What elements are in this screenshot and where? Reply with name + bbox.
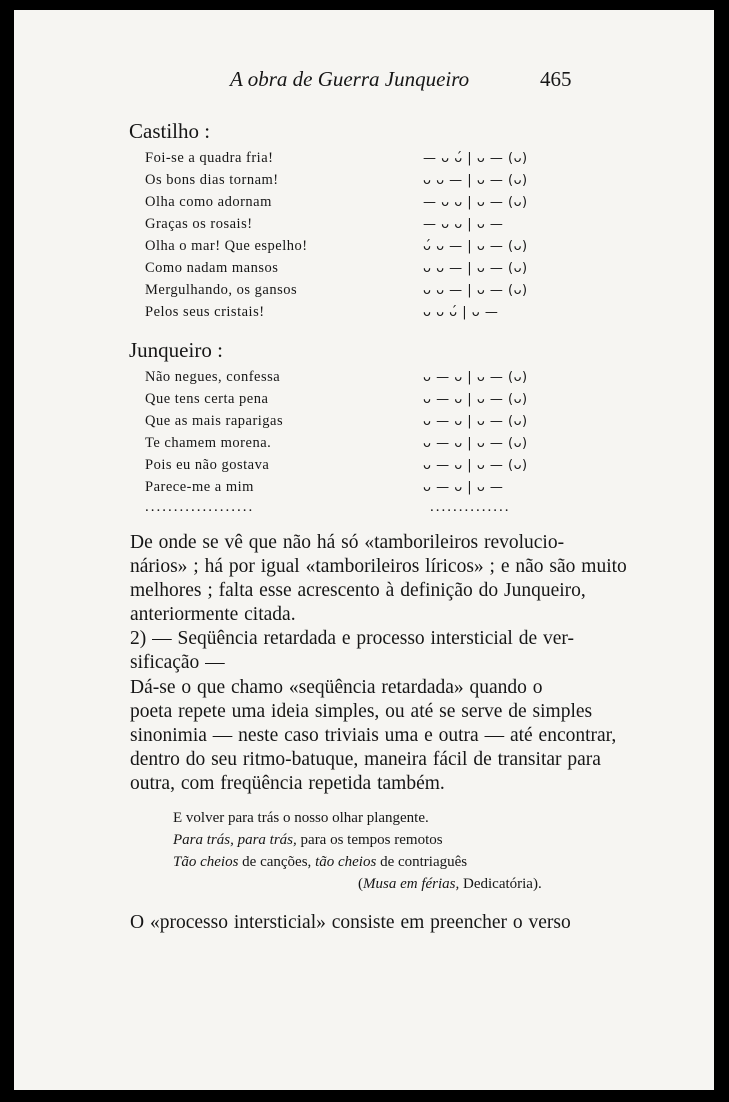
verse-line: Olha o mar! Que espelho!	[145, 238, 308, 254]
quote-italic: tão cheios	[315, 854, 377, 870]
verse-line: Mergulhando, os gansos	[145, 282, 298, 298]
quote-text: de contriaguês	[376, 854, 468, 870]
ellipsis-left: ...................	[145, 499, 255, 515]
running-header	[0, 67, 729, 97]
quote-line	[173, 832, 443, 849]
paragraph-line: 2) — Seqüência retardada e processo intersticial de ver-	[130, 628, 574, 649]
verse-line: Parece-me a mim	[145, 479, 254, 495]
citation-paren: (	[358, 876, 363, 892]
quote-text: para os tempos remotos	[296, 832, 443, 848]
paragraph-line: Dá-se o que chamo «seqüência retardada» quando o	[130, 677, 543, 698]
scansion-mark: — ᴗ ᴗ | ᴗ — (ᴗ)	[423, 195, 528, 210]
verse-line: Os bons dias tornam!	[145, 172, 279, 188]
quote-line	[173, 854, 467, 871]
scansion-mark: ᴗ — ᴗ | ᴗ — (ᴗ)	[423, 370, 528, 385]
scansion-mark: — ᴗ ᴗ́ | ᴗ — (ᴗ)	[423, 151, 528, 166]
verse-line: Olha como adornam	[145, 194, 272, 210]
paragraph-line: melhores ; falta esse acrescento à definição do Junqueiro,	[130, 580, 586, 601]
citation-title: Musa em férias,	[363, 876, 460, 892]
scansion-mark: ᴗ ᴗ ᴗ́ | ᴗ —	[423, 305, 499, 320]
section-label-junqueiro: Junqueiro :	[129, 338, 223, 362]
ellipsis-right: ..............	[430, 499, 511, 515]
scansion-mark: ᴗ ᴗ — | ᴗ — (ᴗ)	[423, 173, 528, 188]
scansion-mark: — ᴗ ᴗ | ᴗ —	[423, 217, 504, 232]
scansion-mark: ᴗ — ᴗ | ᴗ — (ᴗ)	[423, 414, 528, 429]
scansion-mark: ᴗ — ᴗ | ᴗ — (ᴗ)	[423, 458, 528, 473]
quote-italic: Tão cheios	[173, 854, 239, 870]
verse-line: Te chamem morena.	[145, 435, 272, 451]
quote-italic: Para trás, para trás,	[173, 832, 297, 848]
scansion-mark: ᴗ — ᴗ | ᴗ — (ᴗ)	[423, 436, 528, 451]
verse-line: Pelos seus cristais!	[145, 304, 265, 320]
running-title: A obra de Guerra Junqueiro	[230, 67, 470, 91]
quote-text: de canções,	[238, 854, 316, 870]
quote-line	[173, 810, 429, 827]
paragraph-line: sificação —	[130, 652, 225, 673]
verse-line: Que tens certa pena	[145, 391, 269, 407]
section-label-castilho: Castilho :	[129, 119, 211, 143]
verse-line: Graças os rosais!	[145, 216, 253, 232]
citation-rest: Dedicatória).	[459, 876, 542, 892]
verse-line: Não negues, confessa	[145, 369, 281, 385]
paragraph-line: De onde se vê que não há só «tamborileiros revolucio-	[130, 532, 565, 553]
paragraph-line: poeta repete uma ideia simples, ou até se serve de simples	[130, 701, 593, 722]
verse-line: Que as mais raparigas	[145, 413, 284, 429]
scansion-mark: ᴗ — ᴗ | ᴗ — (ᴗ)	[423, 392, 528, 407]
paragraph-line: dentro do seu ritmo-batuque, maneira fácil de transitar para	[130, 749, 601, 770]
paragraph-line: anteriormente citada.	[130, 604, 296, 625]
scansion-mark: ᴗ ᴗ — | ᴗ — (ᴗ)	[423, 283, 528, 298]
paragraph-line: O «processo intersticial» consiste em preencher o verso	[130, 912, 571, 933]
verse-line: Como nadam mansos	[145, 260, 279, 276]
verse-line: Foi-se a quadra fria!	[145, 150, 274, 166]
scansion-mark: ᴗ́ ᴗ — | ᴗ — (ᴗ)	[423, 239, 528, 254]
paragraph-line: sinonimia — neste caso triviais uma e outra — até encontrar,	[130, 725, 617, 746]
quote-citation	[358, 876, 542, 893]
quote-text: E volver para trás o nosso olhar plangente.	[173, 810, 429, 826]
scansion-mark: ᴗ — ᴗ | ᴗ —	[423, 480, 504, 495]
paragraph-line: nários» ; há por igual «tamborileiros líricos» ; e não são muito	[130, 556, 627, 577]
verse-line: Pois eu não gostava	[145, 457, 270, 473]
paragraph-line: outra, com freqüência repetida também.	[130, 773, 445, 794]
scansion-mark: ᴗ ᴗ — | ᴗ — (ᴗ)	[423, 261, 528, 276]
page-number: 465	[540, 67, 572, 91]
